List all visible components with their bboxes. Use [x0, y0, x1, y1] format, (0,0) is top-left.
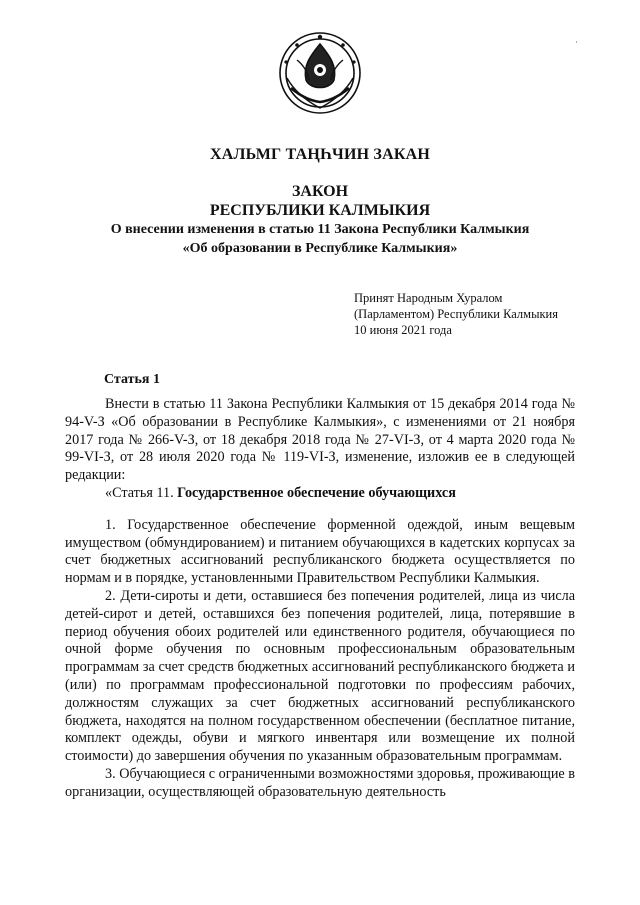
title-subtitle-line1: О внесении изменения в статью 11 Закона Республики Калмыкия — [110, 222, 530, 237]
paragraph-3: 3. Обучающиеся с ограниченными возможностями здоровья, проживающие в организации, осуществляющей образовательную деятельность — [65, 765, 575, 800]
intro-paragraph: Внести в статью 11 Закона Республики Калмыкия от 15 декабря 2014 года № 94-V-З «Об образовании в Республике Калмыкия», с изменениями от 21 ноября 2017 года № 266-V-З, от 18 декабря 2018 года № 27-VI-З, от 4 марта 2020 года № 99-VI-З, от 28 июля 2020 года № 119-VI-З, изменение, изложив ее в следующей редакции: — [65, 396, 575, 484]
adoption-line3: 10 июня 2021 года — [354, 323, 452, 337]
title-subtitle-line2: «Об образовании в Республике Калмыкия» — [182, 241, 458, 256]
law-title-block — [0, 182, 640, 258]
paragraph-2: 2. Дети-сироты и дети, оставшиеся без попечения родителей, лица из числа детей-сирот и детей, оставшихся без попечения родителей, лица, потерявшие в период обучения обоих родителей или единственного родителя, обучающиеся по очной форме обучения по основным профессиональным образовательным программам за счет средств бюджетных ассигнований республиканского бюджета и (или) по программам профессиональной подготовки по профессиям рабочих, должностям служащих за счет бюджетных ассигнований республиканского бюджета, находятся на полном государственном обеспечении (бесплатное питание, комплект одежды, обуви и мягкого инвентаря или возмещение их полной стоимости) до завершения обучения по указанным образовательным программам. — [65, 587, 575, 765]
corner-mark: ʿ — [575, 40, 578, 50]
article-11-prefix: «Статья 11. — [105, 484, 174, 501]
adoption-line1: Принят Народным Хуралом — [354, 291, 503, 305]
article-11-name: Государственное обеспечение обучающихся — [177, 484, 456, 501]
adoption-note — [354, 290, 594, 338]
article-heading: Статья 1 — [104, 372, 160, 387]
title-republic: РЕСПУБЛИКИ КАЛМЫКИЯ — [209, 202, 431, 219]
body-text — [65, 396, 575, 802]
article-11-heading — [65, 485, 575, 503]
title-law: ЗАКОН — [291, 183, 349, 200]
paragraph-1: 1. Государственное обеспечение форменной одеждой, иным вещевым имуществом (обмундированием) и питанием обучающихся в кадетских корпусах за счет бюджетных ассигнований республиканского бюджета осуществляется по нормам и в порядке, установленными Правительством Республики Калмыкия. — [65, 516, 575, 587]
heading-kalmyk: ХАЛЬМГ ТАҢҺЧИН ЗАКАН — [209, 146, 431, 163]
adoption-line2: (Парламентом) Республики Калмыкия — [354, 307, 558, 321]
kalmykia-coat-of-arms-icon — [277, 30, 363, 116]
